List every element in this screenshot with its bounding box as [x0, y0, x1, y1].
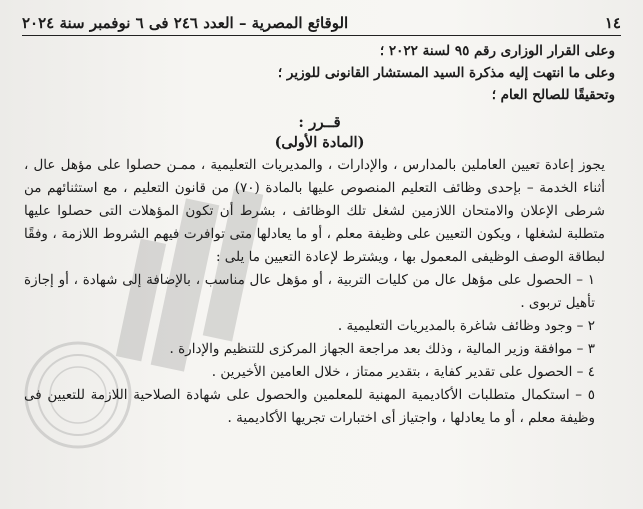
article-heading: (المادة الأولى) — [274, 134, 365, 151]
article-paragraph: يجوز إعادة تعيين العاملين بالمدارس ، والإدارات ، والمديريات التعليمية ، ممـن حصلوا على مؤهل عال ، أثناء الخدمة – بإحدى وظائف التعليم المنصوص عليها بالمادة (٧٠) من قانون التعليم ، مع استثنائهم من شرطى الإعلان والامتحان اللازمين لشغل تلك الوظائف ، بشرط أن تكون المؤهلات التى حصلوا عليها متطلبة لشغلها ، ويكون التعيين على وظيفة معلم ، أو ما يعادلها متى توافرت فيهم الشروط اللازمة ، وفقًا لبطاقة الوصف الوظيفى المعمول بها ، ويشترط لإعادة التعيين ما يلى : — [24, 157, 605, 265]
condition-item: ١ – الحصول على مؤهل عال من كليات التربية ، أو مؤهل عال مناسب ، بالإضافة إلى شهادة ، أو إجازة تأهيل تربوى . — [24, 272, 595, 311]
preamble-line: وتحقيقًا للصالح العام ؛ — [491, 87, 615, 103]
preamble-line: وعلى القرار الوزارى رقم ٩٥ لسنة ٢٠٢٢ ؛ — [379, 43, 615, 59]
condition-item: ٤ – الحصول على تقدير كفاية ، بتقدير ممتاز ، خلال العامين الأخيرين . — [211, 364, 595, 380]
page-number: ١٤ — [604, 14, 621, 32]
condition-item: ٣ – موافقة وزير المالية ، وذلك بعد مراجعة الجهاز المركزى للتنظيم والإدارة . — [169, 341, 595, 357]
decision-heading: قــرر : — [298, 113, 341, 131]
preamble-line: وعلى ما انتهت إليه مذكرة السيد المستشار القانونى للوزير ؛ — [277, 65, 615, 81]
condition-item: ٢ – وجود وظائف شاغرة بالمديريات التعليمية . — [337, 318, 595, 334]
header-rule — [22, 35, 621, 36]
document-body — [24, 40, 615, 430]
publication-title: الوقائع المصرية – العدد ٢٤٦ فى ٦ نوفمبر سنة ٢٠٢٤ — [22, 14, 349, 32]
page-header — [22, 8, 621, 32]
condition-item: ٥ – استكمال متطلبات الأكاديمية المهنية للمعلمين والحصول على شهادة الصلاحية اللازمة للتعيين فى وظيفة معلم ، أو ما يعادلها ، واجتياز أى اختبارات تجريها الأكاديمية . — [24, 387, 595, 426]
